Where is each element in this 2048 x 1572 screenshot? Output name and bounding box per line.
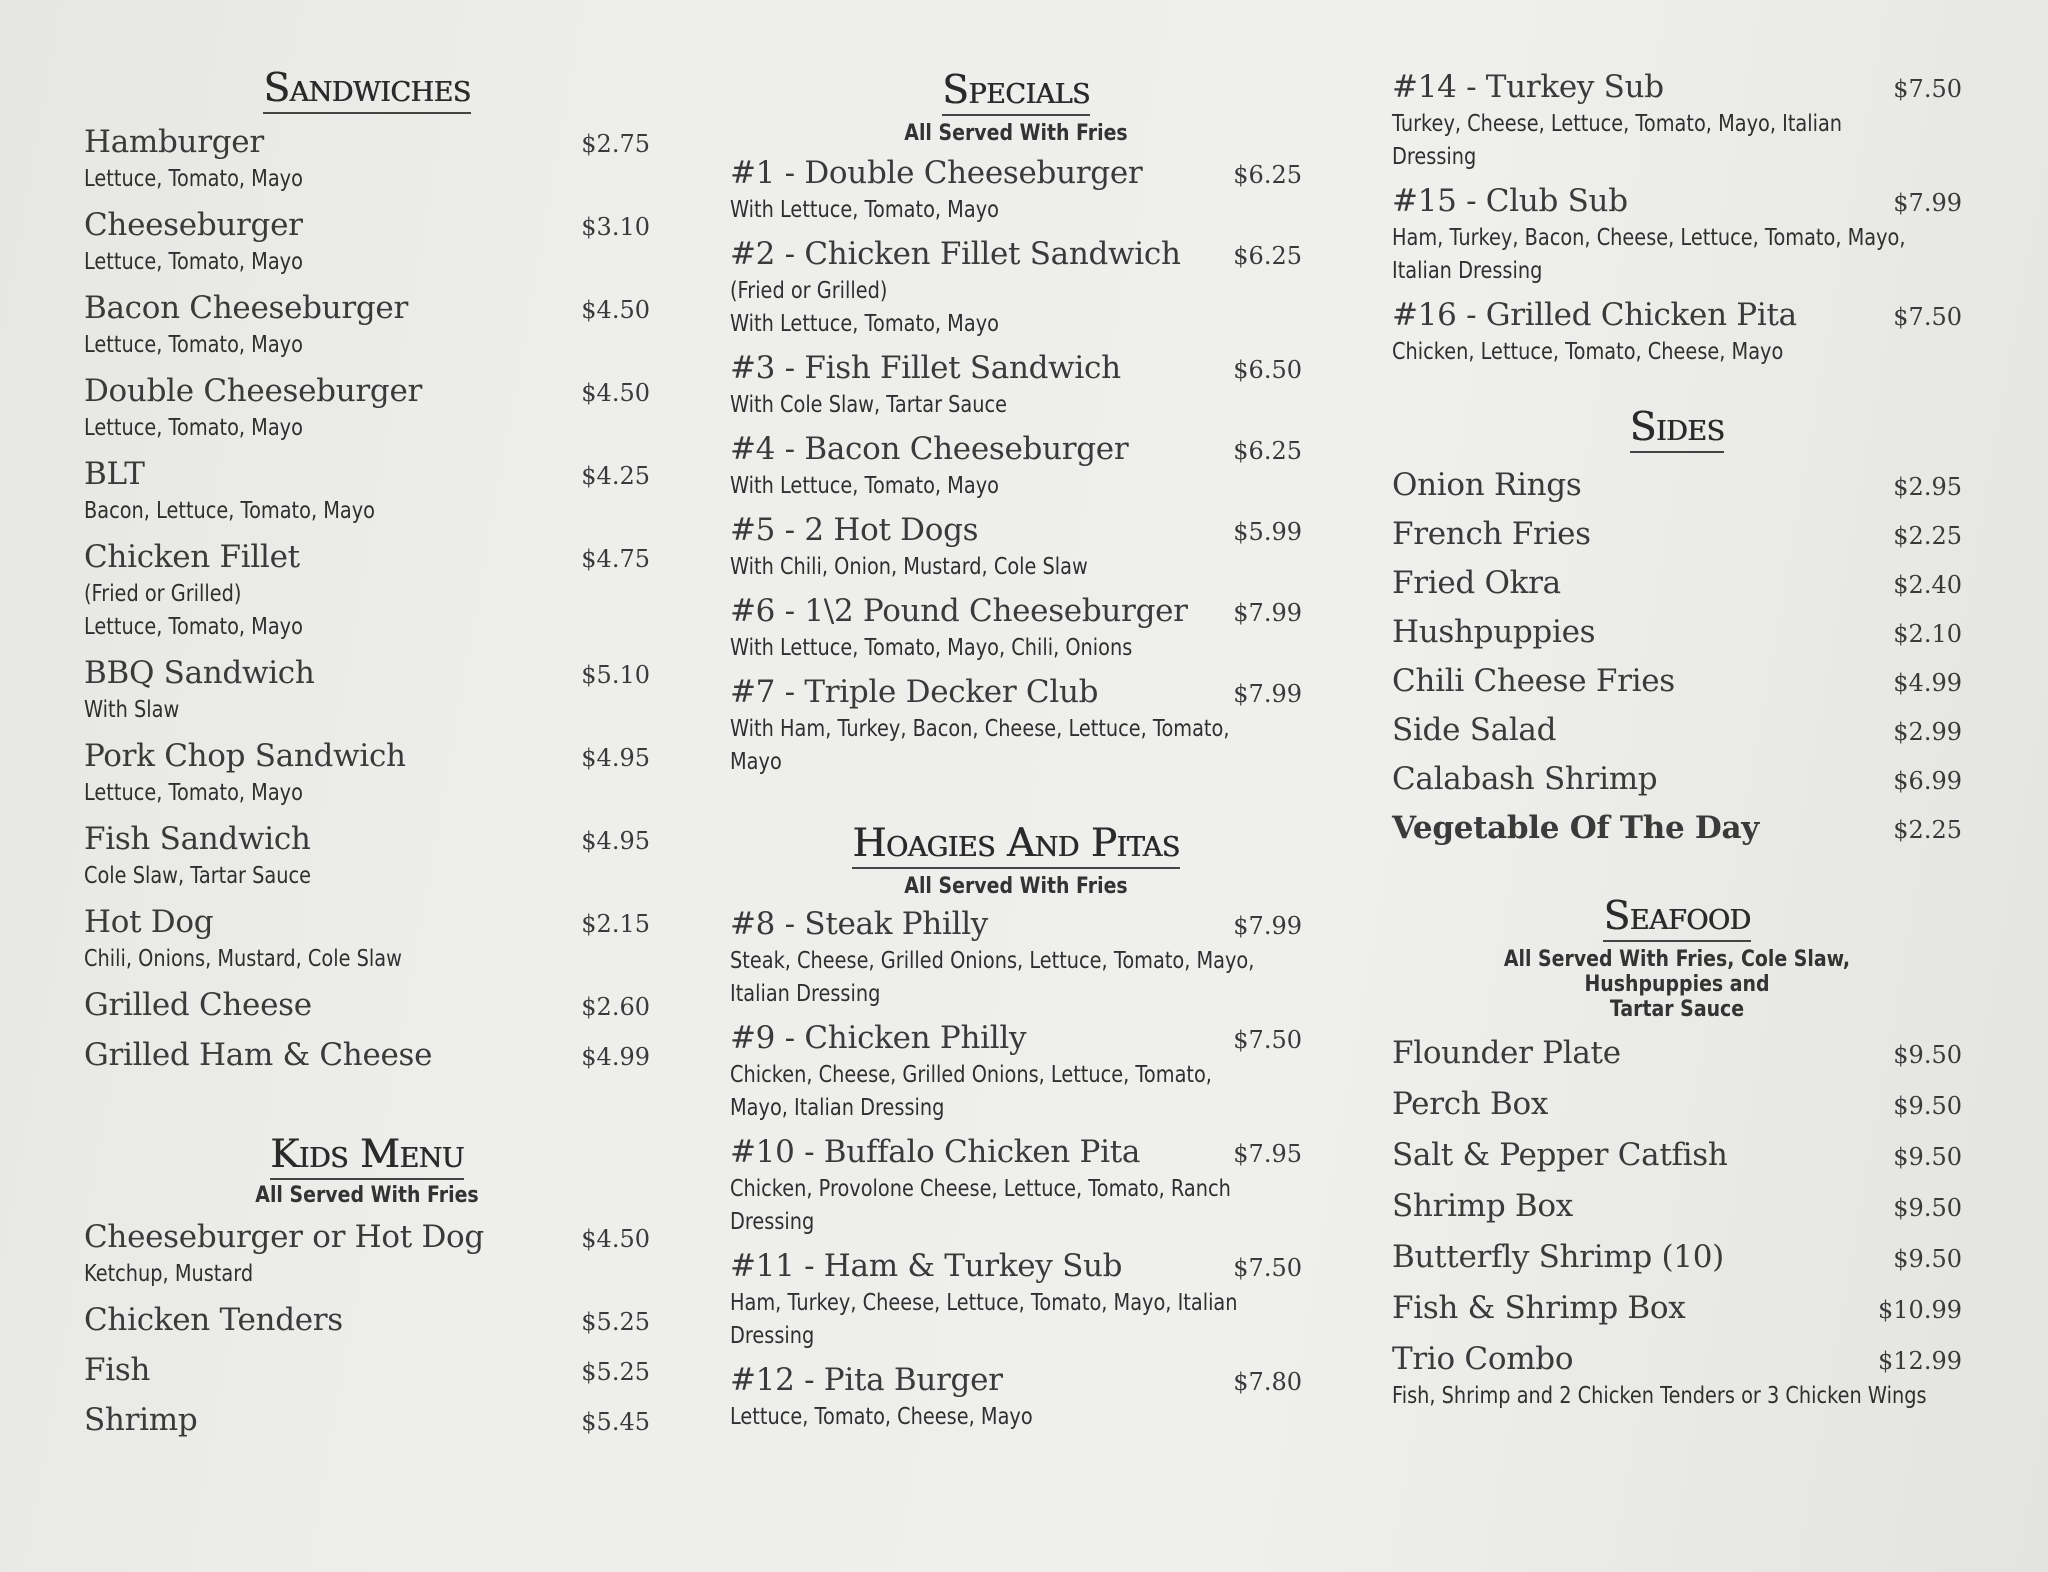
menu-item-row	[1392, 709, 1962, 751]
menu-item-name: Hushpuppies	[1392, 614, 1596, 650]
menu-item-name: Bacon Cheeseburger	[84, 290, 408, 326]
specials-title: Specials	[730, 68, 1302, 113]
menu-item-row	[84, 1349, 650, 1391]
menu-item	[84, 121, 650, 196]
menu-item-name: Chili Cheese Fries	[1392, 663, 1675, 699]
menu-item	[84, 1034, 650, 1076]
menu-item-row	[1392, 464, 1962, 506]
menu-item-row	[84, 901, 650, 943]
menu-item	[1392, 1287, 1962, 1329]
menu-item	[730, 152, 1302, 227]
menu-item-description: With Slaw	[84, 697, 180, 723]
menu-item-description: Ham, Turkey, Bacon, Cheese, Lettuce, Tomato, Mayo,	[1392, 225, 1906, 251]
menu-item-price: $9.50	[1893, 1143, 1962, 1171]
menu-item-price: $2.15	[581, 910, 650, 938]
menu-item-name: #3 - Fish Fillet Sandwich	[730, 350, 1121, 386]
menu-item-name: #7 - Triple Decker Club	[730, 674, 1099, 710]
menu-item-price: $9.50	[1893, 1092, 1962, 1120]
menu-item	[84, 453, 650, 528]
menu-item	[730, 233, 1302, 341]
menu-item-description: Chicken, Provolone Cheese, Lettuce, Tomato, Ranch	[730, 1176, 1231, 1202]
menu-item-price: $2.60	[581, 993, 650, 1021]
menu-item-name: #4 - Bacon Cheeseburger	[730, 431, 1129, 467]
sides-list	[1392, 464, 1962, 849]
menu-item-row	[84, 652, 650, 694]
menu-item-name: Grilled Ham & Cheese	[84, 1037, 433, 1073]
menu-item-description: Chili, Onions, Mustard, Cole Slaw	[84, 946, 402, 972]
menu-item	[1392, 709, 1962, 751]
menu-item-row	[730, 1131, 1302, 1173]
menu-item	[730, 1359, 1302, 1434]
menu-item-row	[1392, 66, 1962, 108]
menu-item-description: Bacon, Lettuce, Tomato, Mayo	[84, 498, 376, 524]
menu-item-row	[730, 152, 1302, 194]
menu-item-name: Double Cheeseburger	[84, 373, 423, 409]
menu-item-price: $4.99	[1893, 669, 1962, 697]
menu-item-price: $10.99	[1878, 1296, 1962, 1324]
menu-item-row	[84, 121, 650, 163]
menu-item-name: #15 - Club Sub	[1392, 183, 1628, 219]
menu-item	[1392, 758, 1962, 800]
menu-item-description: Mayo, Italian Dressing	[730, 1095, 945, 1121]
menu-item-description: With Lettuce, Tomato, Mayo	[730, 311, 999, 337]
menu-item	[84, 287, 650, 362]
menu-item-price: $4.50	[581, 1225, 650, 1253]
menu-item-name: Perch Box	[1392, 1086, 1549, 1122]
menu-item-price: $5.10	[581, 661, 650, 689]
specials-subtitle: All Served With Fries	[904, 121, 1128, 146]
menu-item-name: #12 - Pita Burger	[730, 1362, 1003, 1398]
menu-item	[1392, 66, 1962, 174]
seafood-subtitle-line-1: All Served With Fries, Cole Slaw, Hushpuppies and	[1503, 947, 1851, 997]
menu-item-row	[84, 536, 650, 578]
menu-item	[1392, 1134, 1962, 1176]
menu-item-price: $7.99	[1893, 189, 1962, 217]
menu-item-row	[1392, 1236, 1962, 1278]
menu-item-name: #14 - Turkey Sub	[1392, 69, 1664, 105]
menu-item-price: $6.25	[1233, 437, 1302, 465]
menu-item	[1392, 1032, 1962, 1074]
menu-item-price: $7.50	[1233, 1254, 1302, 1282]
menu-item-name: Chicken Tenders	[84, 1302, 343, 1338]
seafood-list	[1392, 1032, 1962, 1413]
menu-item-name: Chicken Fillet	[84, 539, 300, 575]
menu-item	[1392, 611, 1962, 653]
menu-item-name: BLT	[84, 456, 145, 492]
menu-item-price: $2.95	[1893, 473, 1962, 501]
menu-item-name: Grilled Cheese	[84, 987, 312, 1023]
menu-item-name: #6 - 1\2 Pound Cheeseburger	[730, 593, 1188, 629]
menu-item-name: #11 - Ham & Turkey Sub	[730, 1248, 1123, 1284]
menu-item	[730, 1131, 1302, 1239]
menu-item-row	[1392, 1083, 1962, 1125]
menu-item-row	[84, 287, 650, 329]
menu-item-price: $4.95	[581, 827, 650, 855]
menu-item-description: With Lettuce, Tomato, Mayo, Chili, Onions	[730, 635, 1133, 661]
menu-item	[84, 536, 650, 644]
menu-item-row	[730, 509, 1302, 551]
menu-item-name: #5 - 2 Hot Dogs	[730, 512, 979, 548]
menu-item	[84, 1349, 650, 1391]
menu-item-description: Lettuce, Tomato, Cheese, Mayo	[730, 1404, 1033, 1430]
menu-item-price: $7.80	[1233, 1368, 1302, 1396]
menu-item-description: Dressing	[1392, 144, 1477, 170]
subs-list	[1392, 66, 1962, 369]
menu-item-row	[1392, 1185, 1962, 1227]
menu-item-description: Ketchup, Mustard	[84, 1261, 254, 1287]
menu-item-name: Calabash Shrimp	[1392, 761, 1658, 797]
menu-item-row	[84, 204, 650, 246]
kids-menu-title: Kids Menu	[84, 1132, 650, 1177]
specials-list	[730, 152, 1302, 779]
menu-item-price: $2.75	[581, 130, 650, 158]
menu-item-description: Fish, Shrimp and 2 Chicken Tenders or 3 Chicken Wings	[1392, 1383, 1927, 1409]
menu-item-row	[84, 1299, 650, 1341]
menu-item	[84, 370, 650, 445]
menu-item-row	[730, 671, 1302, 713]
menu-item-name: Trio Combo	[1392, 1341, 1574, 1377]
menu-item-price: $6.50	[1233, 356, 1302, 384]
menu-item	[84, 1299, 650, 1341]
menu-item-description: With Lettuce, Tomato, Mayo	[730, 473, 999, 499]
menu-item-description: Dressing	[730, 1209, 815, 1235]
menu-item-description: Lettuce, Tomato, Mayo	[84, 415, 303, 441]
menu-item	[730, 1017, 1302, 1125]
menu-item-price: $6.25	[1233, 161, 1302, 189]
menu-item-name: Flounder Plate	[1392, 1035, 1621, 1071]
menu-item-description: Italian Dressing	[730, 981, 881, 1007]
menu-item-price: $7.50	[1893, 303, 1962, 331]
menu-item-row	[730, 1359, 1302, 1401]
menu-item-row	[84, 1399, 650, 1441]
menu-item	[730, 509, 1302, 584]
menu-item-row	[1392, 1134, 1962, 1176]
menu-item	[730, 428, 1302, 503]
sandwiches-list	[84, 121, 650, 1076]
menu-item-price: $3.10	[581, 213, 650, 241]
menu-item-name: Vegetable Of The Day	[1392, 810, 1759, 846]
menu-item-name: Pork Chop Sandwich	[84, 738, 406, 774]
menu-item	[84, 652, 650, 727]
menu-item-row	[84, 818, 650, 860]
menu-item-description: (Fried or Grilled)	[84, 581, 242, 607]
menu-item-price: $7.99	[1233, 680, 1302, 708]
menu-item-price: $4.50	[581, 296, 650, 324]
menu-item-price: $5.99	[1233, 518, 1302, 546]
menu-item-name: #9 - Chicken Philly	[730, 1020, 1027, 1056]
menu-item-name: French Fries	[1392, 516, 1591, 552]
sandwiches-title: Sandwiches	[84, 66, 650, 111]
menu-item-price: $9.50	[1893, 1041, 1962, 1069]
menu-item	[1392, 1236, 1962, 1278]
menu-item-description: Ham, Turkey, Cheese, Lettuce, Tomato, Mayo, Italian	[730, 1290, 1238, 1316]
menu-item-price: $6.25	[1233, 242, 1302, 270]
menu-item	[730, 347, 1302, 422]
right-column	[1392, 0, 1962, 1422]
menu-item-name: Salt & Pepper Catfish	[1392, 1137, 1728, 1173]
menu-item	[84, 901, 650, 976]
menu-item-row	[84, 370, 650, 412]
menu-item-row	[730, 347, 1302, 389]
menu-item-description: Turkey, Cheese, Lettuce, Tomato, Mayo, Italian	[1392, 111, 1843, 137]
menu-item-price: $2.25	[1893, 522, 1962, 550]
menu-item-description: Lettuce, Tomato, Mayo	[84, 249, 303, 275]
menu-item-price: $7.95	[1233, 1140, 1302, 1168]
menu-item-name: #2 - Chicken Fillet Sandwich	[730, 236, 1181, 272]
menu-item-price: $7.50	[1233, 1026, 1302, 1054]
menu-item-price: $4.95	[581, 744, 650, 772]
menu-item-row	[1392, 513, 1962, 555]
menu-item	[84, 984, 650, 1026]
menu-item	[1392, 464, 1962, 506]
menu-item-description: With Lettuce, Tomato, Mayo	[730, 197, 999, 223]
menu-item-row	[1392, 758, 1962, 800]
menu-item-name: BBQ Sandwich	[84, 655, 315, 691]
menu-item-name: Onion Rings	[1392, 467, 1582, 503]
hoagies-list	[730, 903, 1302, 1434]
menu-item	[1392, 1083, 1962, 1125]
menu-item-row	[84, 984, 650, 1026]
menu-item-row	[84, 1034, 650, 1076]
menu-item	[1392, 180, 1962, 288]
menu-item-description: Italian Dressing	[1392, 258, 1543, 284]
menu-item-price: $2.25	[1893, 816, 1962, 844]
menu-item-row	[730, 1017, 1302, 1059]
menu-item-row	[1392, 807, 1962, 849]
seafood-subtitle-line-2: Tartar Sauce	[1609, 997, 1745, 1022]
kids-menu-subtitle: All Served With Fries	[255, 1183, 479, 1208]
menu-item	[84, 1399, 650, 1441]
menu-item-description: Lettuce, Tomato, Mayo	[84, 166, 303, 192]
left-column	[84, 0, 650, 1449]
menu-item-name: Fish & Shrimp Box	[1392, 1290, 1686, 1326]
menu-item-price: $2.99	[1893, 718, 1962, 746]
menu-item-description: Steak, Cheese, Grilled Onions, Lettuce, Tomato, Mayo,	[730, 948, 1255, 974]
menu-item-row	[1392, 611, 1962, 653]
menu-item-price: $4.50	[581, 379, 650, 407]
kids-menu-list	[84, 1216, 650, 1441]
menu-item-description: With Ham, Turkey, Bacon, Cheese, Lettuce, Tomato,	[730, 716, 1230, 742]
menu-item	[1392, 562, 1962, 604]
menu-item-row	[1392, 562, 1962, 604]
menu-item-price: $12.99	[1878, 1347, 1962, 1375]
menu-item-description: Lettuce, Tomato, Mayo	[84, 780, 303, 806]
menu-item-name: #1 - Double Cheeseburger	[730, 155, 1143, 191]
menu-item-price: $5.45	[581, 1408, 650, 1436]
menu-item-description: Cole Slaw, Tartar Sauce	[84, 863, 312, 889]
menu-item-name: Fish Sandwich	[84, 821, 311, 857]
menu-item	[1392, 513, 1962, 555]
menu-item	[1392, 660, 1962, 702]
menu-item-row	[730, 428, 1302, 470]
menu-item	[730, 671, 1302, 779]
menu-item-price: $2.40	[1893, 571, 1962, 599]
middle-column	[730, 0, 1302, 1440]
menu-item-name: #8 - Steak Philly	[730, 906, 989, 942]
menu-item-row	[730, 903, 1302, 945]
menu-item-price: $2.10	[1893, 620, 1962, 648]
menu-item-description: Lettuce, Tomato, Mayo	[84, 332, 303, 358]
menu-item-name: Hot Dog	[84, 904, 214, 940]
menu-item	[730, 590, 1302, 665]
menu-item-price: $7.50	[1893, 75, 1962, 103]
menu-item-price: $9.50	[1893, 1245, 1962, 1273]
menu-item-description: With Chili, Onion, Mustard, Cole Slaw	[730, 554, 1088, 580]
menu-item	[84, 1216, 650, 1291]
menu-item-name: Hamburger	[84, 124, 264, 160]
hoagies-title: Hoagies And Pitas	[730, 821, 1302, 866]
menu-item-price: $4.25	[581, 462, 650, 490]
menu-item-name: Shrimp Box	[1392, 1188, 1573, 1224]
menu-item-price: $4.99	[581, 1043, 650, 1071]
menu-item-row	[1392, 294, 1962, 336]
menu-item-description: Mayo	[730, 749, 782, 775]
menu-item-row	[730, 590, 1302, 632]
menu-item-price: $4.75	[581, 545, 650, 573]
menu-item-description: With Cole Slaw, Tartar Sauce	[730, 392, 1008, 418]
menu-item-row	[1392, 1338, 1962, 1380]
menu-item-price: $5.25	[581, 1358, 650, 1386]
menu-item-description: Chicken, Lettuce, Tomato, Cheese, Mayo	[1392, 339, 1784, 365]
menu-item	[84, 818, 650, 893]
menu-item-row	[1392, 180, 1962, 222]
sides-title: Sides	[1392, 405, 1962, 450]
menu-item-row	[84, 735, 650, 777]
menu-item	[1392, 1185, 1962, 1227]
menu-item-price: $9.50	[1893, 1194, 1962, 1222]
menu-item-name: Butterfly Shrimp (10)	[1392, 1239, 1724, 1275]
menu-item-description: Chicken, Cheese, Grilled Onions, Lettuce, Tomato,	[730, 1062, 1212, 1088]
menu-item	[1392, 294, 1962, 369]
menu-item-row	[84, 453, 650, 495]
menu-item-description: Lettuce, Tomato, Mayo	[84, 614, 303, 640]
menu-item-name: Side Salad	[1392, 712, 1557, 748]
menu-item	[84, 735, 650, 810]
menu-item-price: $6.99	[1893, 767, 1962, 795]
menu-item-description: (Fried or Grilled)	[730, 278, 888, 304]
menu-item-row	[1392, 1032, 1962, 1074]
seafood-title: Seafood	[1392, 894, 1962, 939]
menu-item-name: Shrimp	[84, 1402, 198, 1438]
menu-item-row	[1392, 1287, 1962, 1329]
menu-item-name: #10 - Buffalo Chicken Pita	[730, 1134, 1141, 1170]
menu-item	[84, 204, 650, 279]
menu-item-name: Cheeseburger or Hot Dog	[84, 1219, 484, 1255]
menu-item-price: $5.25	[581, 1308, 650, 1336]
menu-item-row	[730, 233, 1302, 275]
menu-item-description: Dressing	[730, 1323, 815, 1349]
menu-item-price: $7.99	[1233, 912, 1302, 940]
hoagies-subtitle: All Served With Fries	[904, 874, 1128, 899]
menu-item-name: Fish	[84, 1352, 151, 1388]
menu-item-price: $7.99	[1233, 599, 1302, 627]
menu-item-name: #16 - Grilled Chicken Pita	[1392, 297, 1797, 333]
menu-item	[730, 1245, 1302, 1353]
menu-item-row	[1392, 660, 1962, 702]
menu-item-name: Fried Okra	[1392, 565, 1561, 601]
menu-item	[1392, 807, 1962, 849]
menu-item	[730, 903, 1302, 1011]
menu-item-row	[84, 1216, 650, 1258]
menu-item-name: Cheeseburger	[84, 207, 303, 243]
menu-item	[1392, 1338, 1962, 1413]
menu-item-row	[730, 1245, 1302, 1287]
